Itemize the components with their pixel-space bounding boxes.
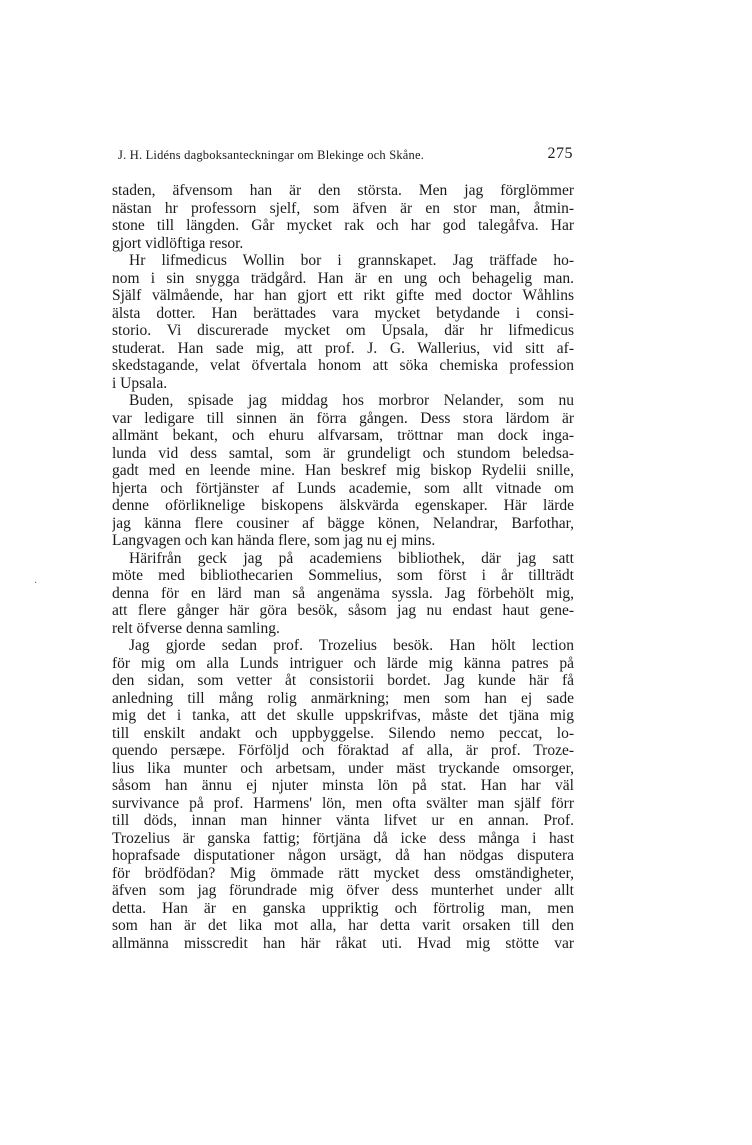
page-number: 275 (547, 145, 573, 162)
page-header (118, 145, 573, 167)
running-head: J. H. Lidéns dagboksanteckningar om Blekinge och Skåne. (118, 148, 425, 162)
text-line: till enskilt andakt och uppbyggelse. Silendo nemo peccat, lo- (112, 724, 574, 742)
text-line: var ledigare till sinnen än förra gången. Dess stora lärdom är (112, 409, 574, 427)
text-line: Jag gjorde sedan prof. Trozelius besök. Han hölt lection (129, 637, 574, 654)
text-line: quendo persæpe. Förföljd och föraktad af alla, är prof. Troze- (112, 742, 574, 759)
text-line: relt öfverse denna samling. (112, 619, 280, 637)
text-line: för mig om alla Lunds intriguer och lärde mig känna patres på (112, 654, 574, 672)
text-line: Hr lifmedicus Wollin bor i grannskapet. Jag träffade ho- (129, 252, 574, 269)
text-line: lius lika munter och arbetsam, under mäst tryckande omsorger, (112, 759, 574, 777)
text-line: hjerta och förtjänster af Lunds academie, som allt vitnade om (112, 479, 574, 497)
text-line: hoprafsade disputationer någon ursägt, då han nödgas disputera (112, 847, 574, 864)
text-line: storio. Vi discurerade mycket om Upsala, där hr lifmedicus (112, 322, 574, 339)
text-line: äfven som jag förundrade mig öfver dess munterhet under allt (112, 882, 574, 899)
text-line: detta. Han är en ganska uppriktig och förtrolig man, men (112, 899, 574, 917)
text-line: Härifrån geck jag på academiens bibliothek, där jag satt (129, 549, 574, 567)
text-line: denna för en lärd man så angenäma syssla. Jag förbehölt mig, (112, 584, 574, 602)
text-line: såsom han ännu ej njuter minsta lön på stat. Han har väl (112, 777, 574, 794)
margin-mark: · (34, 578, 38, 589)
text-line: allmänna misscredit han här råkat uti. Hvad mig stötte var (112, 934, 574, 952)
text-line: att flere gånger här göra besök, såsom jag nu endast haut gene- (112, 602, 574, 619)
text-line: Langvagen och kan hända flere, som jag nu ej mins. (112, 532, 436, 549)
text-line: älsta dotter. Han berättades vara mycket betydande i consi- (112, 304, 574, 322)
text-line: Buden, spisade jag middag hos morbror Nelander, som nu (129, 392, 574, 409)
text-line: jag känna flere cousiner af bägge könen, Nelandrar, Barfothar, (112, 514, 574, 532)
text-line: gadt med en leende mine. Han beskref mig biskop Rydelii snille, (112, 462, 574, 479)
body-text (112, 182, 574, 952)
text-line: den sidan, som vetter åt consistorii bordet. Jag kunde här få (112, 672, 574, 689)
text-line: Trozelius är ganska fattig; förtjäna då icke dess många i hast (112, 829, 574, 847)
text-line: nästan hr professorn sjelf, som äfven är en stor man, åtmin- (112, 199, 574, 217)
text-line: Själf välmående, har han gjort ett rikt gifte med doctor Wåhlins (112, 287, 574, 304)
text-line: denne oförliknelige biskopens älskvärda egenskaper. Här lärde (112, 497, 574, 514)
text-line: gjort vidlöftiga resor. (112, 234, 244, 252)
text-line: i Upsala. (112, 374, 168, 392)
text-line: skedstagande, velat öfvertala honom att söka chemiska profession (112, 357, 574, 374)
text-line: survivance på prof. Harmens' lön, men ofta svälter man själf förr (112, 794, 574, 812)
text-line: stone till längden. Går mycket rak och har god talegåfva. Har (112, 217, 574, 234)
text-line: allmänt bekant, och ehuru alfvarsam, tröttnar man dock inga- (112, 427, 574, 444)
text-line: studerat. Han sade mig, att prof. J. G. Wallerius, vid sitt af- (112, 339, 574, 357)
text-line: möte med bibliothecarien Sommelius, som först i år tillträdt (112, 567, 574, 584)
text-line: som han är det lika mot alla, har detta varit orsaken till den (112, 917, 574, 934)
text-line: mig det i tanka, att det skulle uppskrifvas, måste det tjäna mig (112, 707, 574, 724)
text-line: för brödfödan? Mig ömmade rätt mycket dess omständigheter, (112, 864, 574, 882)
text-line: lunda vid dess samtal, som är grundeligt och stundom beledsa- (112, 444, 574, 462)
text-line: staden, äfvensom han är den största. Men jag förglömmer (112, 182, 574, 199)
text-line: anledning till mång rolig anmärkning; men som han ej sade (112, 689, 574, 707)
text-line: nom i sin snygga trädgård. Han är en ung och behagelig man. (112, 269, 574, 287)
text-line: till döds, innan man hinner vänta lifvet ur en annan. Prof. (112, 812, 574, 829)
